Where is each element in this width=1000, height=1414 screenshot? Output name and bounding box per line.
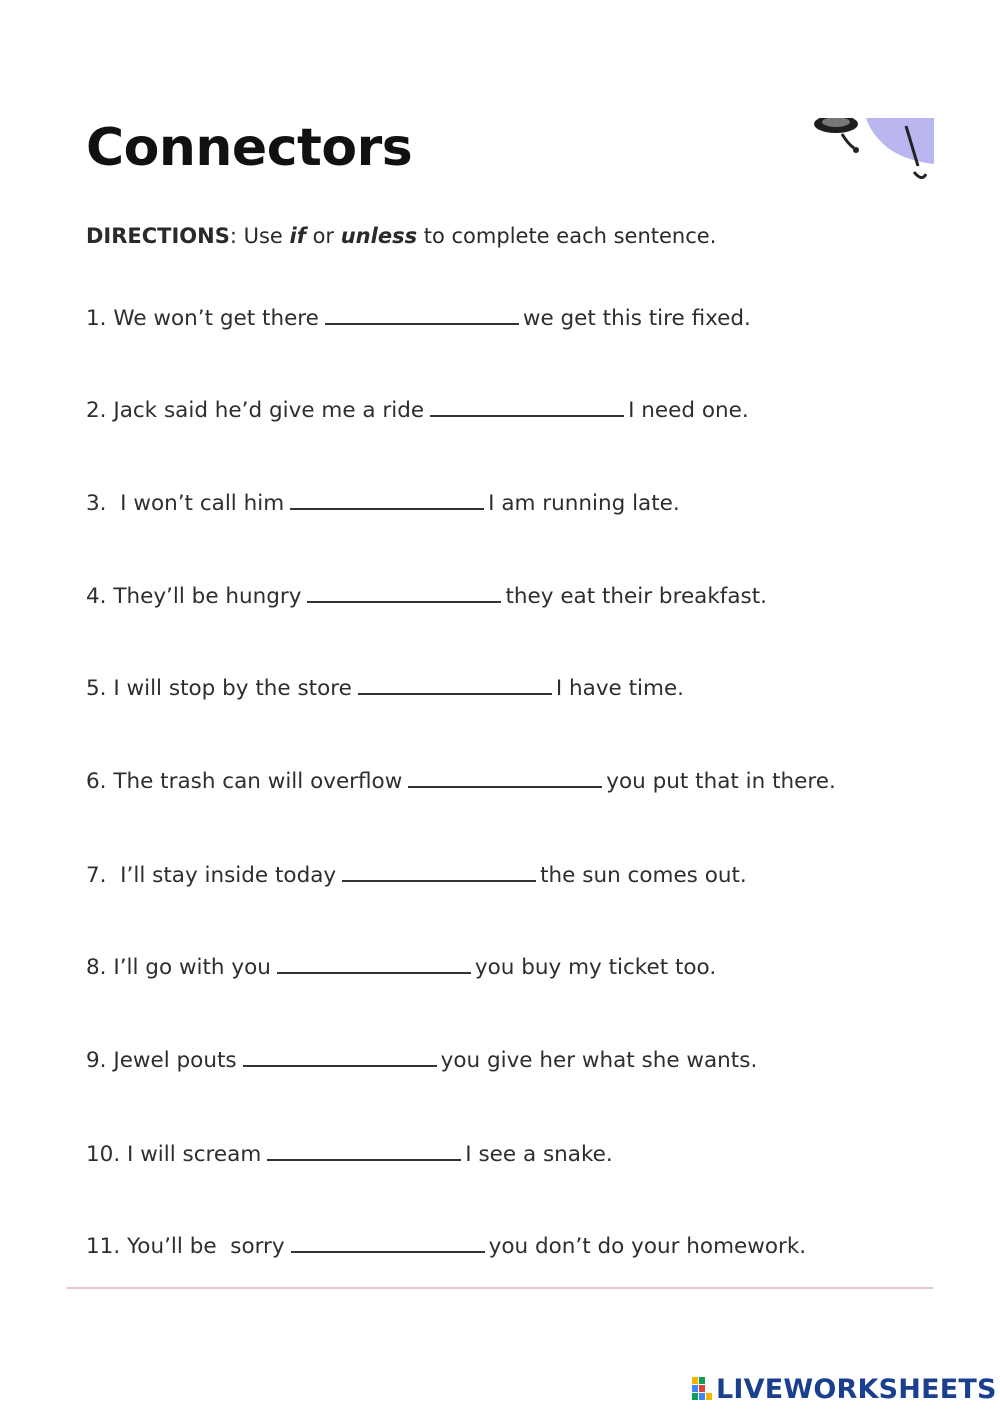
- worksheet-title: Connectors: [86, 118, 413, 178]
- answer-blank[interactable]: [325, 301, 519, 325]
- sentence-text-after: I see a snake.: [465, 1142, 613, 1167]
- sentence-text-after: you buy my ticket too.: [474, 955, 717, 980]
- corner-illustration-icon: [806, 118, 934, 188]
- keyword-unless: unless: [340, 224, 418, 248]
- answer-blank[interactable]: [290, 486, 484, 510]
- sentence-item: [86, 858, 747, 891]
- keyword-if: if: [289, 224, 306, 248]
- sentence-text-after: the sun comes out.: [540, 863, 747, 888]
- sentence-item: [86, 1043, 757, 1076]
- sentence-text-before: 8. I’ll go with you: [86, 955, 271, 980]
- liveworksheets-branding[interactable]: [692, 1372, 997, 1406]
- directions-text-middle: or: [305, 224, 341, 248]
- sentence-item: [86, 393, 749, 426]
- sentence-item: [86, 301, 751, 334]
- sentence-text-before: 2. Jack said he’d give me a ride: [86, 398, 425, 423]
- sentence-text-after: you don’t do your homework.: [488, 1234, 807, 1259]
- sentence-text-after: I am running late.: [488, 491, 680, 516]
- answer-blank[interactable]: [243, 1043, 437, 1067]
- answer-blank[interactable]: [358, 671, 552, 695]
- answer-blank[interactable]: [277, 950, 471, 974]
- sentence-item: [86, 671, 684, 704]
- liveworksheets-logo-icon: [692, 1377, 714, 1401]
- directions-text-before: : Use: [229, 224, 290, 248]
- sentence-text-before: 4. They’ll be hungry: [86, 584, 302, 609]
- sentence-text-after: they eat their breakfast.: [505, 584, 768, 609]
- sentence-text-after: you put that in there.: [606, 769, 836, 794]
- brand-name: LIVEWORKSHEETS: [716, 1373, 997, 1405]
- sentence-item: [86, 579, 767, 612]
- sentence-text-after: you give her what she wants.: [440, 1048, 758, 1073]
- answer-blank[interactable]: [342, 858, 536, 882]
- sentence-item: [86, 486, 680, 519]
- sentence-item: [86, 1137, 613, 1170]
- directions-label: DIRECTIONS: [86, 224, 230, 248]
- sentence-text-before: 7. I’ll stay inside today: [86, 863, 337, 888]
- sentence-text-before: 10. I will scream: [86, 1142, 262, 1167]
- sentence-item: [86, 1229, 806, 1262]
- sentence-text-before: 6. The trash can will overflow: [86, 769, 403, 794]
- bottom-divider: [67, 1287, 933, 1289]
- answer-blank[interactable]: [430, 393, 624, 417]
- sentence-text-before: 1. We won’t get there: [86, 306, 319, 331]
- sentence-text-before: 5. I will stop by the store: [86, 676, 352, 701]
- directions-text-after: to complete each sentence.: [417, 224, 717, 248]
- directions: [86, 224, 716, 248]
- answer-blank[interactable]: [307, 579, 501, 603]
- sentence-text-before: 3. I won’t call him: [86, 491, 285, 516]
- answer-blank[interactable]: [267, 1137, 461, 1161]
- sentence-item: [86, 950, 716, 983]
- sentence-text-before: 11. You’ll be sorry: [86, 1234, 285, 1259]
- sentence-text-before: 9. Jewel pouts: [86, 1048, 237, 1073]
- answer-blank[interactable]: [291, 1229, 485, 1253]
- sentence-text-after: we get this tire fixed.: [522, 306, 751, 331]
- answer-blank[interactable]: [408, 764, 602, 788]
- sentence-item: [86, 764, 836, 797]
- sentence-text-after: I need one.: [628, 398, 749, 423]
- sentence-text-after: I have time.: [555, 676, 685, 701]
